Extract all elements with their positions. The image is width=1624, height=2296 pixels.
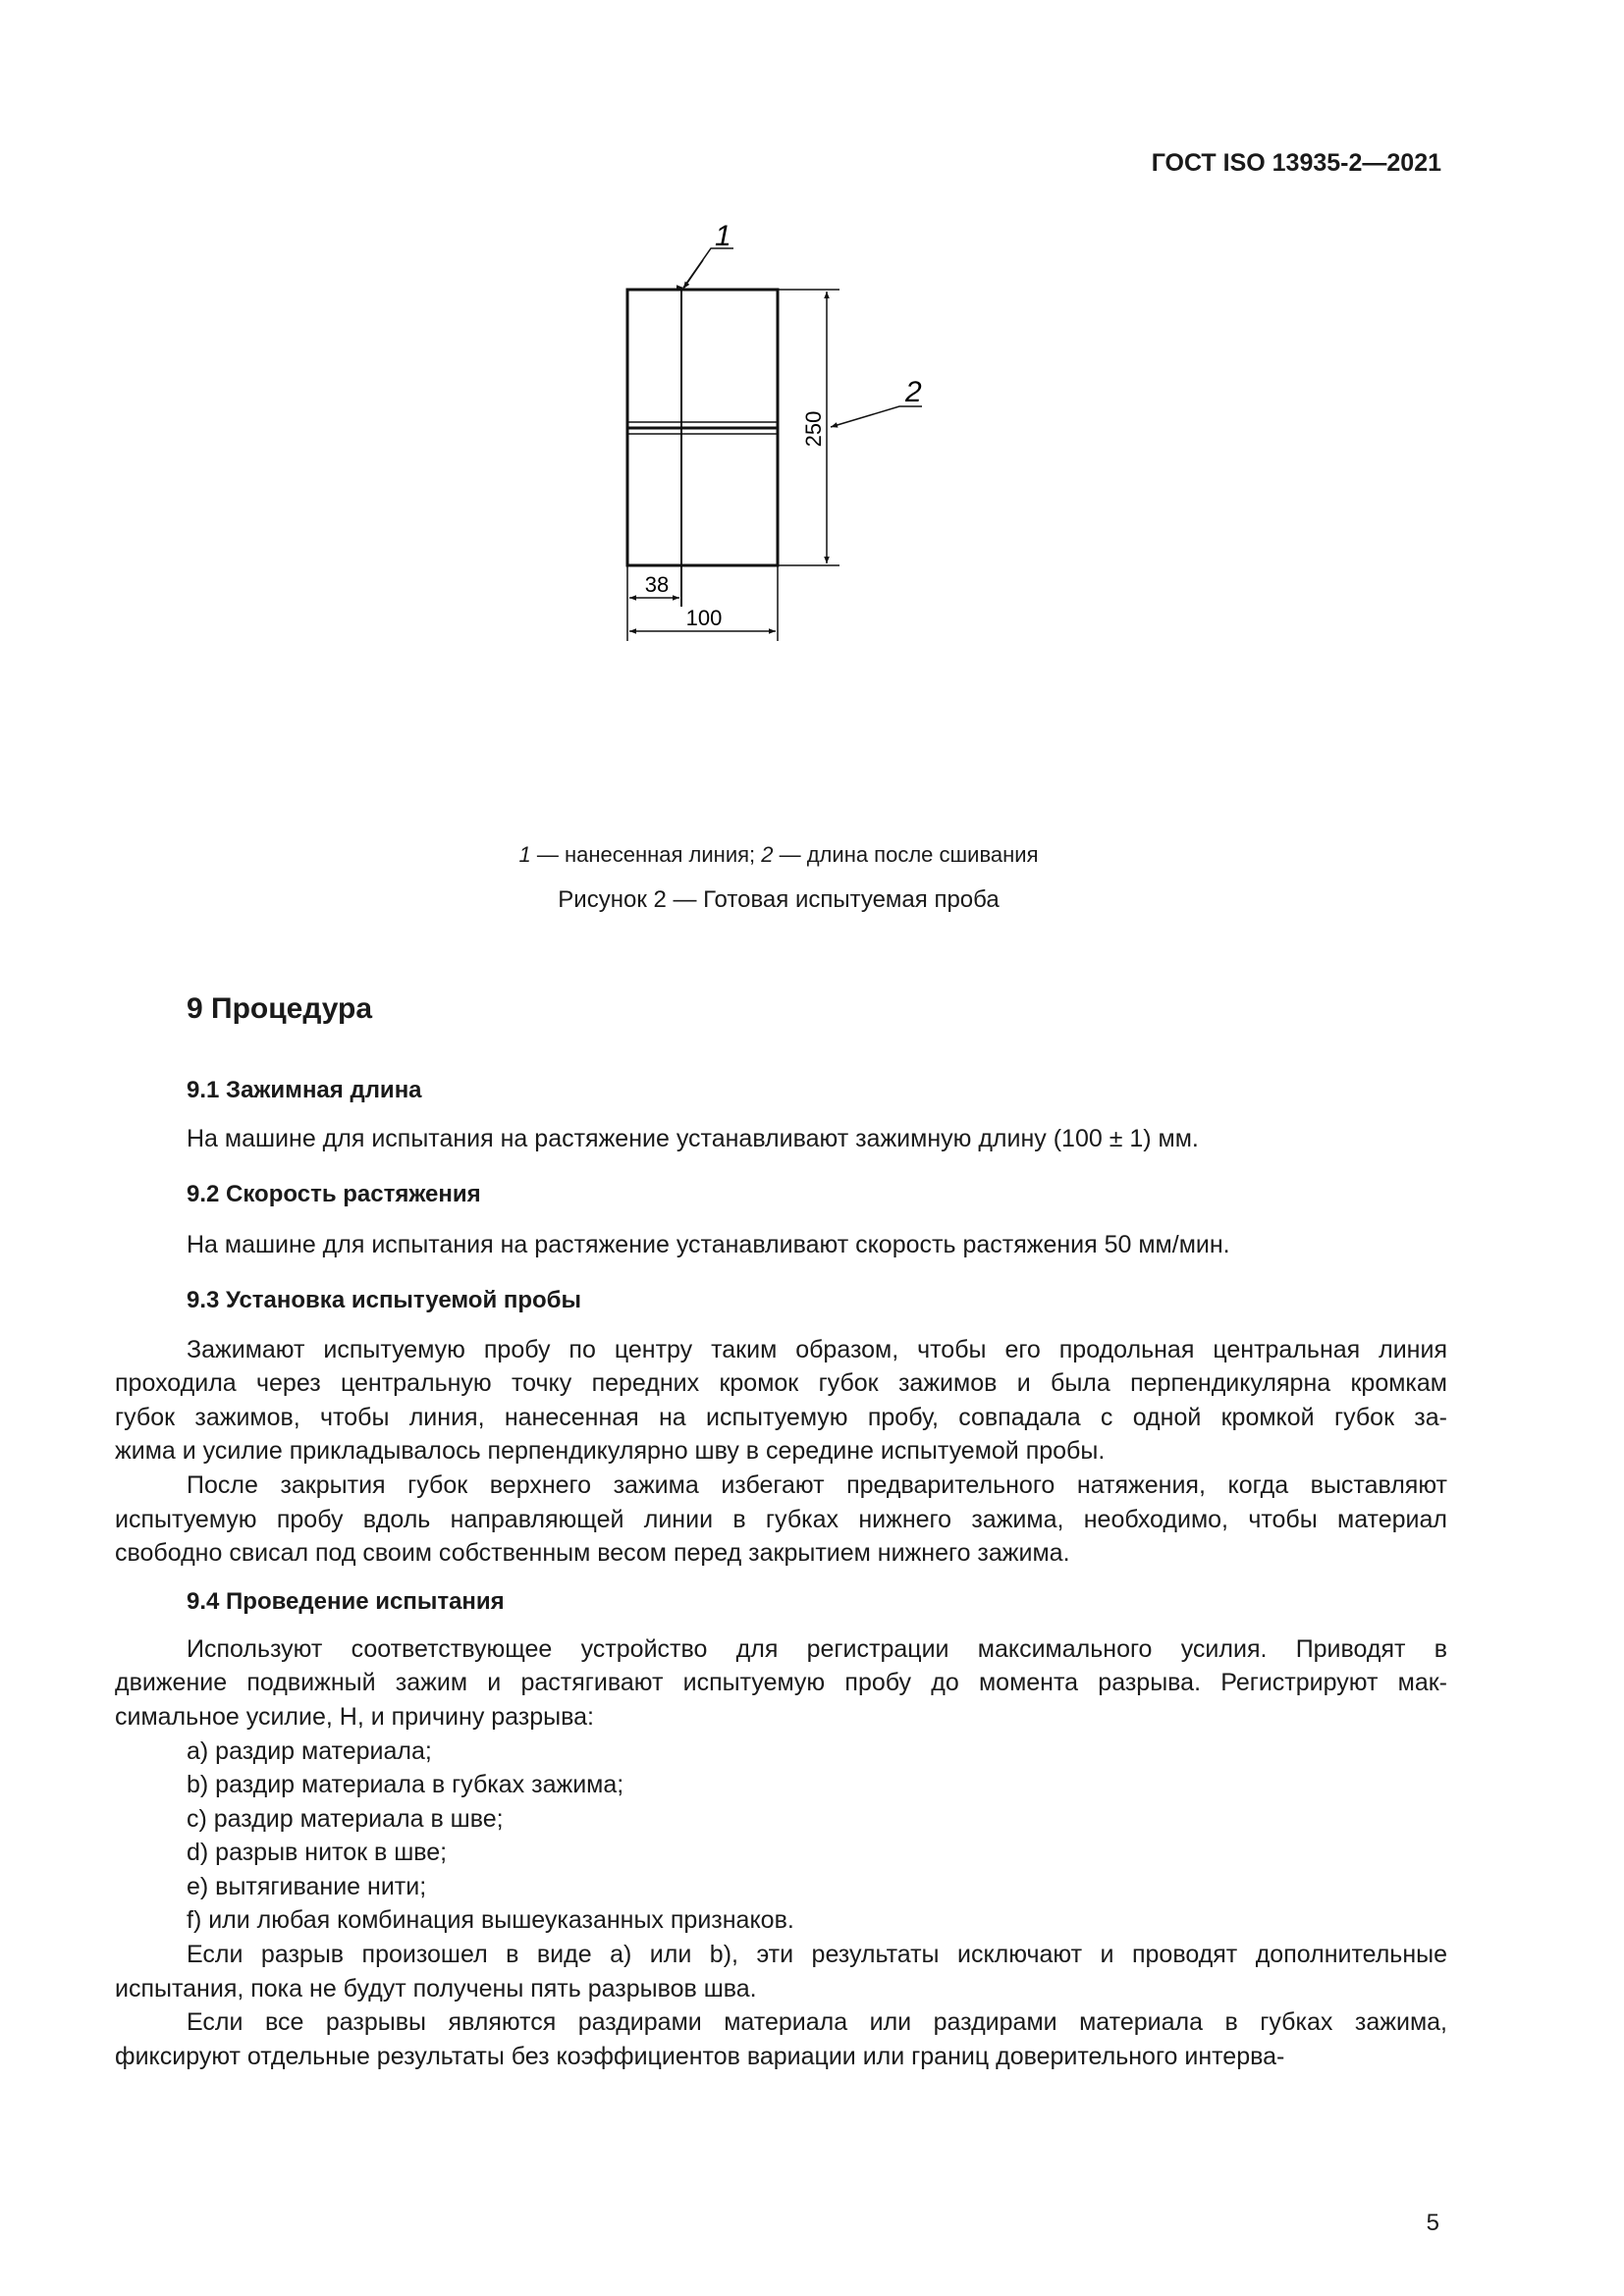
- legend-number-1: 1: [518, 842, 531, 867]
- section-title: 9 Процедура: [187, 992, 373, 1025]
- leader-1: [683, 248, 733, 288]
- list-item: f) или любая комбинация вышеуказанных признаков.: [187, 1906, 794, 1934]
- paragraph-line: фиксируют отдельные результаты без коэффициентов вариации или границ доверительного интерва-: [115, 2043, 1285, 2070]
- paragraph-line: движение подвижный зажим и растягивают испытуемую пробу до момента разрыва. Регистрируют мак-: [115, 1669, 1447, 1696]
- list-item: b) раздир материала в губках зажима;: [187, 1771, 624, 1798]
- legend-text-1: — нанесенная линия;: [530, 842, 762, 867]
- paragraph-line: свободно свисал под своим собственным весом перед закрытием нижнего зажима.: [115, 1539, 1070, 1567]
- paragraph-line: Зажимают испытуемую пробу по центру таким образом, чтобы его продольная центральная линия: [187, 1336, 1447, 1363]
- subsection-heading: 9.3 Установка испытуемой пробы: [187, 1287, 581, 1313]
- paragraph-line: После закрытия губок верхнего зажима избегают предварительного натяжения, когда выставляют: [187, 1471, 1447, 1499]
- list-item: d) разрыв ниток в шве;: [187, 1839, 448, 1866]
- figure-legend: [0, 842, 1557, 868]
- dimension-38-label: 38: [644, 572, 670, 597]
- legend-text-2: — длина после сшивания: [773, 842, 1039, 867]
- paragraph-line: губок зажимов, чтобы линия, нанесенная на испытуемую пробу, совпадала с одной кромкой губок за-: [115, 1404, 1447, 1431]
- legend-number-2: 2: [761, 842, 774, 867]
- paragraph-line: проходила через центральную точку передних кромок губок зажимов и была перпендикулярна кромкам: [115, 1369, 1447, 1397]
- list-item: e) вытягивание нити;: [187, 1873, 427, 1900]
- paragraph-line: Если разрыв произошел в виде a) или b), эти результаты исключают и проводят дополнительные: [187, 1941, 1447, 1968]
- dimension-250-label: 250: [801, 410, 826, 448]
- list-item: c) раздир материала в шве;: [187, 1805, 504, 1833]
- paragraph-line: испытуемую пробу вдоль направляющей линии в губках нижнего зажима, необходимо, чтобы материал: [115, 1506, 1447, 1533]
- dimension-100-label: 100: [685, 606, 723, 630]
- subsection-heading: 9.2 Скорость растяжения: [187, 1181, 481, 1207]
- paragraph-line: испытания, пока не будут получены пять разрывов шва.: [115, 1975, 757, 2002]
- paragraph-line: жима и усилие прикладывалось перпендикулярно шву в середине испытуемой пробы.: [115, 1437, 1106, 1465]
- figure-caption: Рисунок 2 — Готовая испытуемая проба: [558, 886, 1000, 913]
- label-1: 1: [715, 220, 731, 252]
- page-number: 5: [1426, 2210, 1439, 2236]
- paragraph-line: Если все разрывы являются раздирами материала или раздирами материала в губках зажима,: [187, 2008, 1447, 2036]
- label-2: 2: [905, 376, 922, 408]
- leader-2: [831, 406, 922, 427]
- paragraph-line: На машине для испытания на растяжение устанавливают зажимную длину (100 ± 1) мм.: [187, 1125, 1199, 1152]
- figure-specimen-drawing: [0, 0, 1624, 687]
- subsection-heading: 9.4 Проведение испытания: [187, 1588, 505, 1615]
- paragraph-line: симальное усилие, Н, и причину разрыва:: [115, 1703, 594, 1731]
- document-id-header: ГОСТ ISO 13935-2—2021: [1151, 149, 1441, 177]
- subsection-heading: 9.1 Зажимная длина: [187, 1077, 422, 1103]
- paragraph-line: Используют соответствующее устройство для регистрации максимального усилия. Приводят в: [187, 1635, 1447, 1663]
- paragraph-line: На машине для испытания на растяжение устанавливают скорость растяжения 50 мм/мин.: [187, 1231, 1230, 1258]
- list-item: a) раздир материала;: [187, 1737, 432, 1765]
